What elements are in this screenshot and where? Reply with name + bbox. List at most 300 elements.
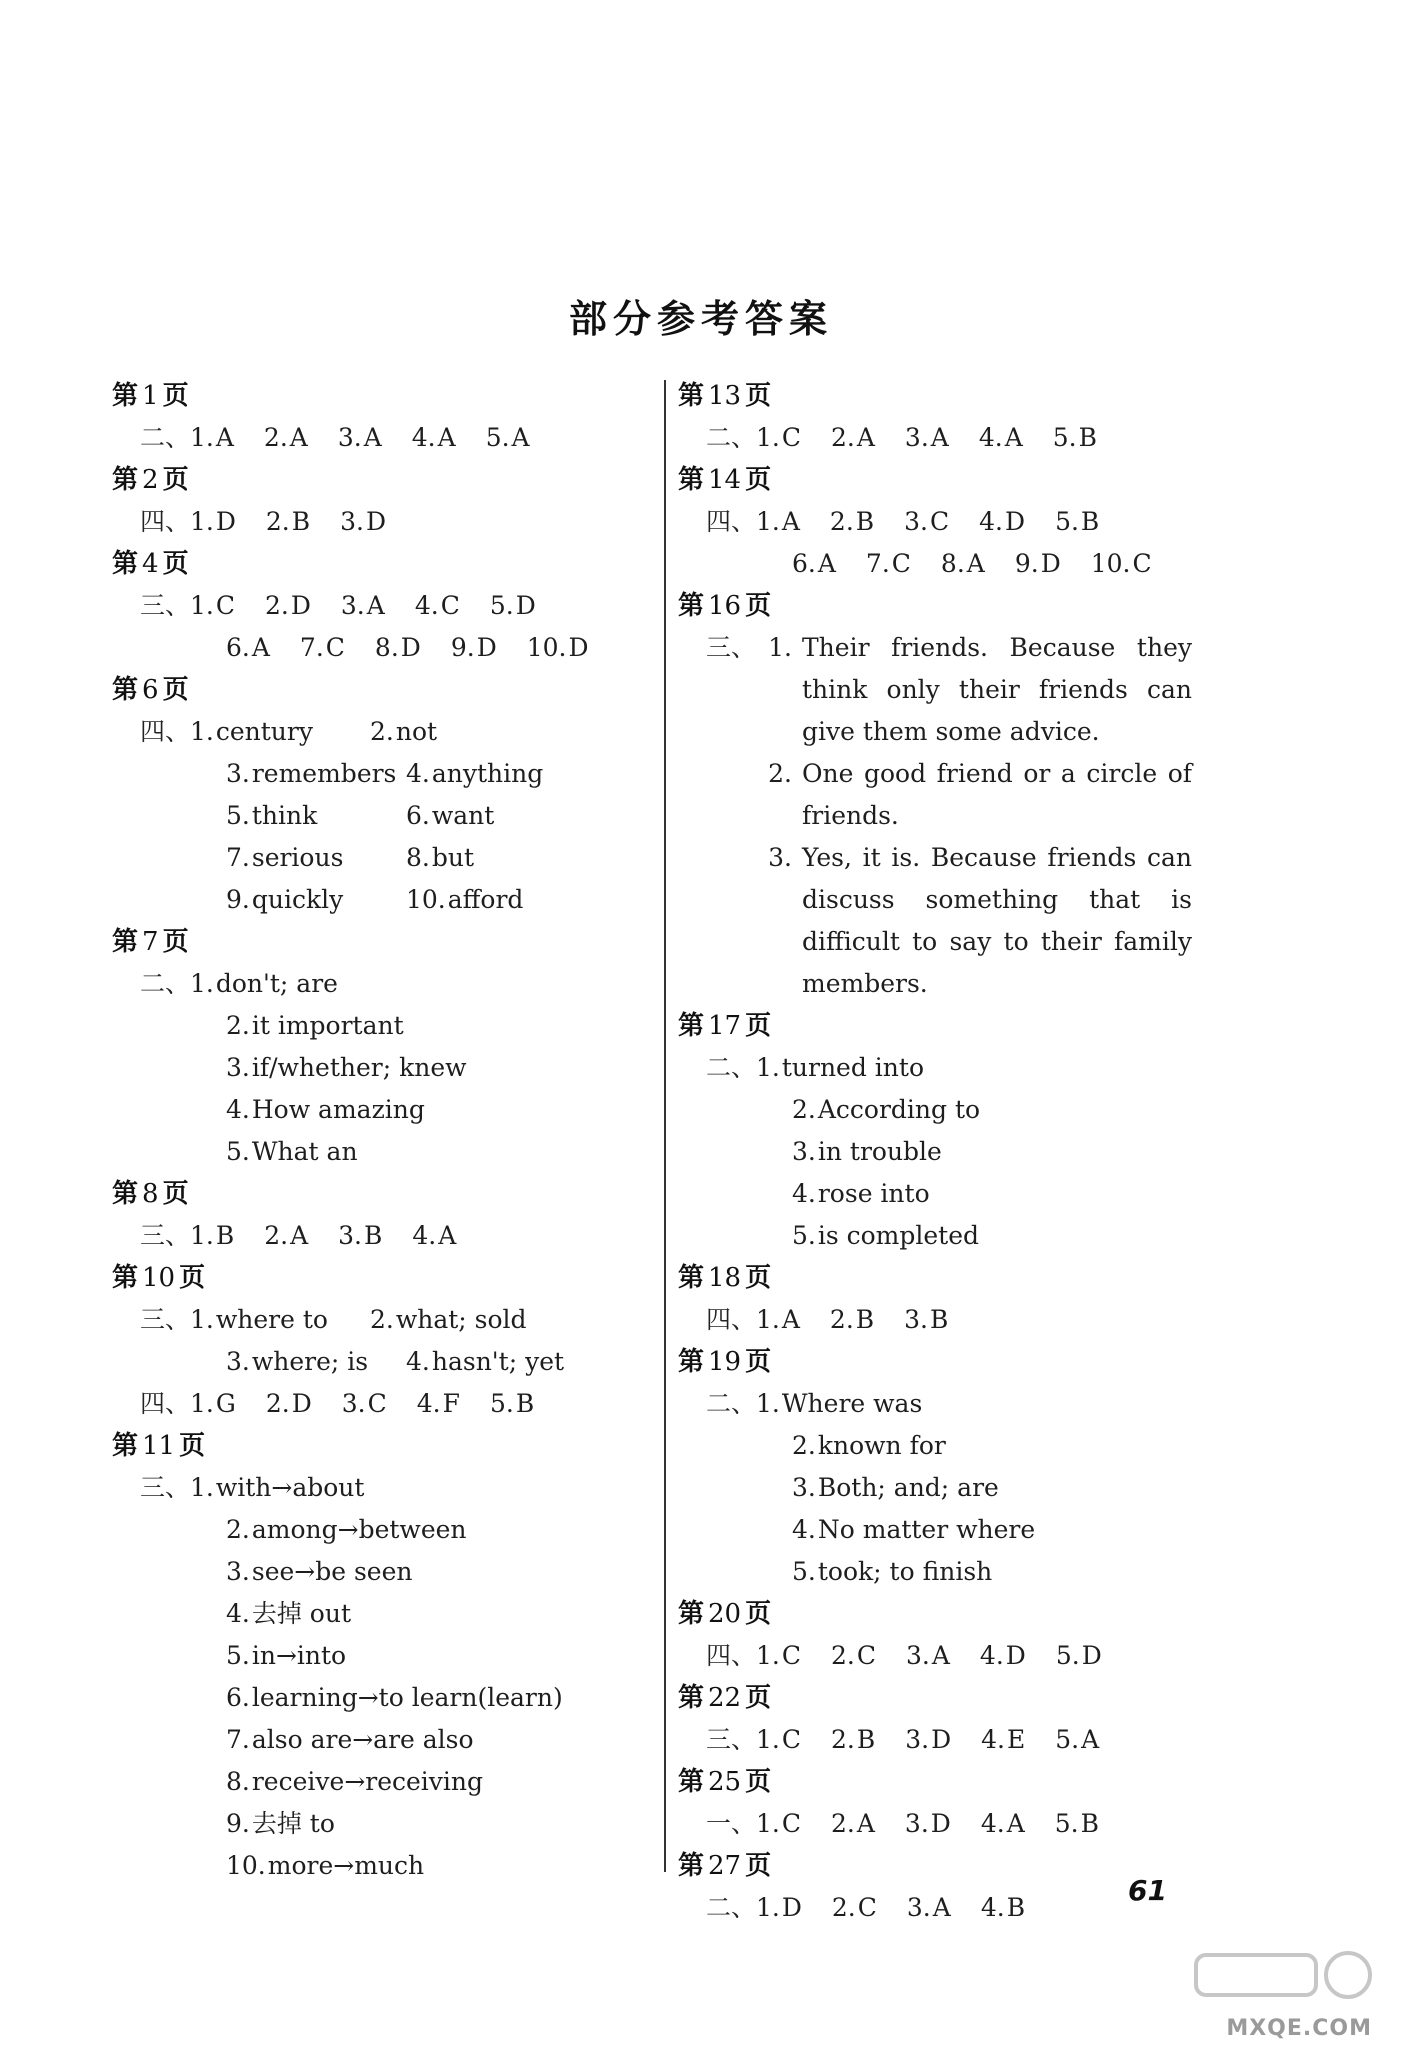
answer-item (417, 1383, 460, 1425)
answer-number: 1. (756, 1725, 780, 1754)
page-heading (112, 375, 642, 417)
answer-text: D (366, 507, 387, 536)
answer-text: D (476, 633, 497, 662)
answer-number: 5. (1055, 1641, 1080, 1670)
answer-text: 去掉 out (251, 1599, 352, 1628)
section-items (756, 417, 1127, 459)
answer-item (756, 1803, 801, 1845)
answer-number: 2. (370, 717, 394, 746)
answer-row (190, 1593, 593, 1635)
page-heading-suffix: 页 (179, 1431, 206, 1461)
page-heading (112, 669, 642, 711)
page-heading (678, 459, 1238, 501)
answer-text: B (364, 1221, 383, 1250)
answer-text: G (215, 1389, 236, 1418)
answer-number: 2. (265, 1389, 290, 1418)
answer-item (831, 417, 875, 459)
answer-number: 1. (190, 969, 214, 998)
answer-text: C (215, 591, 235, 620)
page-heading-prefix: 第 (112, 675, 139, 705)
answer-text: A (366, 591, 385, 620)
answer-item (905, 1803, 951, 1845)
answer-number: 1. (190, 1389, 214, 1418)
answer-section (112, 963, 642, 1173)
answer-row (756, 1383, 1065, 1425)
answer-text: C (891, 549, 911, 578)
section-items (756, 1047, 1010, 1257)
answer-row (756, 1131, 1010, 1173)
section-label: 二、 (705, 1053, 756, 1082)
answer-item (226, 1047, 467, 1089)
answer-item (226, 1761, 483, 1803)
page-title: 部分参考答案 (568, 297, 833, 341)
answer-item (342, 1383, 387, 1425)
answer-number: 2. (265, 507, 290, 536)
section-label: 三、 (139, 1221, 190, 1250)
section-items (190, 963, 497, 1173)
answer-item (226, 1677, 563, 1719)
answer-item (831, 1803, 875, 1845)
page-heading-suffix: 页 (745, 381, 772, 411)
answer-row (756, 1467, 1065, 1509)
answer-text: D (781, 1893, 802, 1922)
answer-text: One good friend or a circle of friends. (802, 759, 1192, 830)
answer-text: took; to finish (817, 1557, 993, 1586)
section-items (756, 1635, 1132, 1677)
section-label: 四、 (139, 507, 190, 536)
answer-row (756, 1173, 1010, 1215)
answer-number: 4. (226, 1599, 250, 1628)
answer-item (792, 1425, 946, 1467)
answer-item (412, 1215, 456, 1257)
page-heading-prefix: 第 (678, 1347, 705, 1377)
answer-row (190, 1131, 497, 1173)
answer-number: 4. (414, 591, 439, 620)
answer-text: among→between (251, 1515, 467, 1544)
answer-item (756, 1299, 800, 1341)
answer-text: with→about (215, 1473, 365, 1502)
page-heading-suffix: 页 (745, 1347, 772, 1377)
answer-row (190, 1761, 593, 1803)
answer-item (406, 837, 474, 879)
page-heading-prefix: 第 (112, 549, 139, 579)
answer-text: E (1007, 1725, 1026, 1754)
answer-item (226, 1551, 413, 1593)
answer-number: 4. (226, 1095, 250, 1124)
answer-section (112, 1383, 642, 1425)
answer-row (190, 1677, 593, 1719)
answer-number: 5. (1055, 1725, 1080, 1754)
answer-text: A (932, 1893, 951, 1922)
answer-number: 2. (829, 1305, 854, 1334)
section-label: 二、 (705, 1389, 756, 1418)
page-heading-prefix: 第 (678, 1767, 705, 1797)
answer-number: 2. (792, 1095, 816, 1124)
page-heading-number: 2 (142, 465, 159, 495)
section-items (190, 711, 543, 921)
answer-row (190, 1383, 564, 1425)
answer-number: 3. (341, 1389, 366, 1418)
answer-item (490, 1383, 534, 1425)
answer-number: 1. (768, 633, 792, 662)
answer-number: 7. (226, 843, 250, 872)
answer-item (831, 1635, 876, 1677)
answer-item (904, 1299, 948, 1341)
answer-number: 6. (226, 633, 250, 662)
answer-text: quickly (251, 885, 344, 914)
answer-number: 2. (829, 507, 854, 536)
answer-number: 1. (190, 507, 214, 536)
answer-row (756, 1635, 1132, 1677)
section-items (756, 1299, 978, 1341)
page-number: 61 (1128, 1874, 1167, 1907)
answer-section (678, 1299, 1238, 1341)
answer-number: 1. (756, 507, 780, 536)
answer-text: B (1006, 1893, 1026, 1922)
answer-item (226, 1131, 358, 1173)
answer-item (406, 879, 523, 921)
answer-number: 3. (904, 507, 929, 536)
page-heading-number: 16 (708, 591, 742, 621)
answer-item (905, 417, 949, 459)
answer-text: A (856, 1809, 875, 1838)
answer-row (190, 1089, 497, 1131)
section-items (756, 1719, 1129, 1761)
answer-row (190, 1803, 593, 1845)
section-label: 二、 (705, 423, 756, 452)
answer-text: in→into (251, 1641, 347, 1670)
section-label: 三、 (139, 1473, 190, 1502)
answer-number: 3. (904, 1305, 929, 1334)
answer-text: A (1081, 1725, 1100, 1754)
answer-number: 4. (412, 1221, 437, 1250)
answer-number: 6. (226, 1683, 250, 1712)
answer-text: D (1005, 507, 1026, 536)
answer-text: C (930, 507, 950, 536)
page-heading (112, 921, 642, 963)
answer-number: 4. (792, 1515, 816, 1544)
answer-item (792, 543, 836, 585)
answer-item (190, 417, 234, 459)
section-items (756, 1803, 1129, 1845)
answer-row (190, 585, 619, 627)
answer-text: C (781, 1809, 801, 1838)
answer-text: D (1040, 549, 1061, 578)
page-heading (678, 1761, 1238, 1803)
answer-item (264, 1215, 308, 1257)
answer-row (190, 501, 416, 543)
answer-number: 3. (905, 1725, 930, 1754)
page-heading-number: 11 (142, 1431, 176, 1461)
section-items (756, 1887, 1055, 1929)
answer-text: B (1078, 423, 1097, 452)
answer-number: 8. (406, 843, 430, 872)
answer-text: Both; and; are (817, 1473, 999, 1502)
answer-number: 6. (406, 801, 430, 830)
answer-text: A (289, 423, 308, 452)
answer-number: 4. (411, 423, 436, 452)
answer-number: 5. (792, 1221, 816, 1250)
page-heading-suffix: 页 (162, 675, 189, 705)
answer-text: A (966, 549, 985, 578)
answer-item (756, 1887, 802, 1929)
answer-item (226, 1509, 467, 1551)
answer-text: anything (431, 759, 544, 788)
page-heading-prefix: 第 (678, 381, 705, 411)
answer-text: is completed (817, 1221, 980, 1250)
answer-item (905, 1719, 951, 1761)
answer-number: 4. (406, 1347, 430, 1376)
answer-text: C (781, 1641, 801, 1670)
answer-number: 10. (226, 1851, 266, 1880)
page-heading-number: 14 (708, 465, 742, 495)
answer-text: A (437, 423, 456, 452)
answer-number: 4. (979, 1641, 1004, 1670)
answer-number: 9. (1014, 549, 1039, 578)
answer-item (266, 501, 310, 543)
answer-item (226, 837, 406, 879)
answer-item (486, 417, 530, 459)
answer-text: also are→are also (251, 1725, 474, 1754)
paragraph-answer (756, 627, 1192, 753)
answer-item (831, 1719, 875, 1761)
answer-text: According to (817, 1095, 981, 1124)
answer-item (190, 1299, 370, 1341)
answer-number: 2. (768, 759, 792, 788)
answer-number: 1. (756, 1893, 780, 1922)
answer-row (756, 1887, 1055, 1929)
answer-row (756, 543, 1182, 585)
section-items (190, 1467, 593, 1887)
answer-number: 3. (906, 1893, 931, 1922)
answer-row (756, 1425, 1065, 1467)
answer-text: but (431, 843, 475, 872)
answer-text: D (290, 591, 311, 620)
answer-text: learning→to learn(learn) (251, 1683, 563, 1712)
answer-item (527, 627, 589, 669)
answer-text: rose into (817, 1179, 930, 1208)
answer-item (756, 1047, 924, 1089)
answer-section (112, 1467, 642, 1887)
answer-section (678, 1803, 1238, 1845)
answer-item (340, 501, 386, 543)
answer-text: B (291, 507, 311, 536)
answer-number: 3. (340, 507, 364, 536)
page-heading-number: 13 (708, 381, 742, 411)
answer-number: 3. (337, 423, 362, 452)
answer-number: 4. (792, 1179, 816, 1208)
answer-item (979, 417, 1023, 459)
answer-item (906, 1635, 950, 1677)
answer-item (300, 627, 345, 669)
page-heading-suffix: 页 (745, 591, 772, 621)
answer-row (190, 963, 497, 1005)
page-heading-number: 8 (142, 1179, 159, 1209)
answer-item (792, 1173, 930, 1215)
section-label: 二、 (705, 1893, 756, 1922)
answer-row (756, 501, 1182, 543)
answer-text: A (251, 633, 270, 662)
answer-row (190, 753, 543, 795)
answer-item (792, 1467, 999, 1509)
answer-item (190, 501, 236, 543)
answer-number: 3. (226, 1557, 250, 1586)
answer-row (756, 1509, 1065, 1551)
answer-item (226, 753, 406, 795)
answer-item (792, 1551, 992, 1593)
answer-text: D (930, 1809, 951, 1838)
answer-row (190, 1551, 593, 1593)
answer-item (792, 1131, 942, 1173)
answer-number: 4. (981, 1725, 1005, 1754)
answer-number: 3. (904, 423, 929, 452)
answer-text: want (431, 801, 495, 830)
answer-item (226, 1341, 406, 1383)
answer-number: 2. (226, 1515, 250, 1544)
page-heading (112, 1425, 642, 1467)
section-items (756, 627, 1192, 1005)
answer-row (756, 1047, 1010, 1089)
section-label: 四、 (139, 1389, 190, 1418)
answer-item (832, 1887, 877, 1929)
answer-text: C (440, 591, 460, 620)
answer-item (1055, 1803, 1099, 1845)
answer-item (756, 501, 800, 543)
page-heading-prefix: 第 (678, 1851, 705, 1881)
section-label: 四、 (705, 507, 756, 536)
answer-text: D (1005, 1641, 1026, 1670)
answer-item (265, 585, 311, 627)
answer-item (756, 1719, 801, 1761)
section-label: 三、 (139, 1305, 190, 1334)
answer-item (1056, 1635, 1102, 1677)
answer-text: F (442, 1389, 460, 1418)
page-heading-number: 20 (708, 1599, 742, 1629)
answer-item (406, 795, 494, 837)
answer-text: known for (817, 1431, 946, 1460)
answer-number: 8. (226, 1767, 250, 1796)
page-heading (112, 1257, 642, 1299)
answer-text: No matter where (817, 1515, 1036, 1544)
answer-row (190, 627, 619, 669)
page-heading (678, 585, 1238, 627)
section-items (190, 1299, 564, 1383)
answer-row (190, 1299, 564, 1341)
section-label: 三、 (705, 633, 756, 662)
answer-text: C (781, 423, 801, 452)
page-heading-prefix: 第 (678, 1599, 705, 1629)
page-heading (678, 1677, 1238, 1719)
answer-row (756, 1551, 1065, 1593)
answer-number: 9. (226, 1809, 250, 1838)
answer-text: A (511, 423, 530, 452)
answer-item (375, 627, 421, 669)
answer-item (406, 1341, 564, 1383)
answer-number: 7. (865, 549, 890, 578)
answer-text: think (251, 801, 318, 830)
page-heading-prefix: 第 (678, 591, 705, 621)
answer-number: 5. (792, 1557, 816, 1586)
section-items (190, 1383, 564, 1425)
answer-number: 1. (190, 1473, 214, 1502)
answer-item (190, 585, 235, 627)
paragraph-answer (756, 753, 1192, 837)
answer-item (941, 543, 985, 585)
answer-row (190, 417, 560, 459)
answer-item (415, 585, 460, 627)
page-heading-suffix: 页 (162, 549, 189, 579)
answer-number: 1. (756, 1053, 780, 1082)
answer-number: 2. (831, 423, 855, 452)
answer-row (756, 1803, 1129, 1845)
answer-row (190, 1005, 497, 1047)
answer-item (830, 501, 874, 543)
answer-number: 2. (263, 423, 288, 452)
answer-item (756, 1383, 922, 1425)
answer-number: 5. (1055, 507, 1079, 536)
answer-item (190, 1215, 234, 1257)
answer-text: A (290, 1221, 309, 1250)
section-items (190, 417, 560, 459)
answer-text: A (438, 1221, 457, 1250)
page-heading-suffix: 页 (179, 1263, 206, 1293)
answer-number: 5. (489, 591, 514, 620)
answer-section (678, 417, 1238, 459)
answer-item (266, 1383, 312, 1425)
answer-item (190, 711, 370, 753)
answer-text: A (1006, 1809, 1025, 1838)
section-items (190, 585, 619, 669)
answer-text: How amazing (251, 1095, 425, 1124)
page-heading (678, 1341, 1238, 1383)
answer-item (226, 879, 406, 921)
answer-number: 4. (416, 1389, 441, 1418)
answer-text: D (1081, 1641, 1102, 1670)
answer-number: 1. (190, 423, 214, 452)
answer-text: A (1004, 423, 1023, 452)
answer-item (226, 1719, 474, 1761)
page-heading-number: 1 (142, 381, 159, 411)
answer-section (678, 1635, 1238, 1677)
section-label: 二、 (139, 423, 190, 452)
answers-left-column (112, 375, 642, 1887)
answer-row (190, 879, 543, 921)
answer-item (490, 585, 536, 627)
answer-item (907, 1887, 951, 1929)
answer-number: 10. (526, 633, 567, 662)
answer-number: 10. (1090, 549, 1131, 578)
answer-section (678, 501, 1238, 585)
answer-item (226, 1089, 425, 1131)
answer-number: 2. (226, 1011, 250, 1040)
section-label: 四、 (705, 1641, 756, 1670)
section-items (190, 1215, 486, 1257)
answer-item (756, 1635, 801, 1677)
answer-item (190, 1383, 236, 1425)
answer-item (226, 1845, 424, 1887)
answer-number: 3. (340, 591, 365, 620)
column-divider (664, 380, 666, 1872)
page-heading-suffix: 页 (745, 465, 772, 495)
section-label: 一、 (705, 1809, 756, 1838)
answer-row (190, 795, 543, 837)
answer-number: 3. (226, 1053, 250, 1082)
answer-number: 5. (226, 801, 250, 830)
section-label: 三、 (705, 1725, 756, 1754)
page-heading-prefix: 第 (112, 381, 139, 411)
answer-text: not (395, 717, 438, 746)
answer-section (112, 417, 642, 459)
